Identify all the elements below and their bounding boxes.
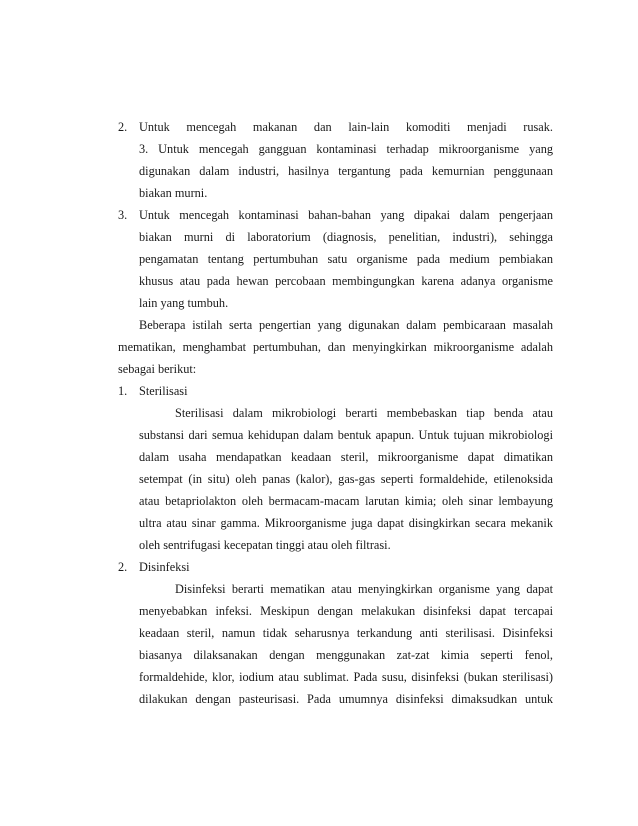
text-line: biasanya dilaksanakan dengan menggunakan zat-zat kimia seperti fenol, [139, 648, 553, 662]
text-line: pengamatan tentang pertumbuhan satu organisme pada medium pembiakan [139, 252, 553, 266]
text-line: ultra atau sinar gamma. Mikroorganisme juga dapat disingkirkan secara mekanik [139, 516, 553, 530]
section-heading: Disinfeksi [139, 560, 190, 574]
text-line: dilakukan dengan pasteurisasi. Pada umumnya disinfeksi dimaksudkan untuk [139, 692, 553, 706]
text-line: Beberapa istilah serta pengertian yang digunakan dalam pembicaraan masalah [139, 318, 553, 332]
text-line: formaldehide, klor, iodium atau sublimat. Pada susu, disinfeksi (bukan sterilisasi) [139, 670, 553, 684]
text-line: sebagai berikut: [118, 362, 197, 376]
text-line: atau betapriolakton oleh bermacam-macam larutan kimia; oleh sinar lembayung [139, 494, 553, 508]
text-line: menyebabkan infeksi. Meskipun dengan melakukan disinfeksi dapat tercapai [139, 604, 553, 618]
text-line: Untuk mencegah kontaminasi bahan-bahan yang dipakai dalam pengerjaan [139, 208, 553, 222]
list-number: 1. [118, 384, 128, 398]
text-line: biakan murni. [139, 186, 208, 200]
section-heading: Sterilisasi [139, 384, 188, 398]
text-line: oleh sentrifugasi kecepatan tinggi atau oleh filtrasi. [139, 538, 391, 552]
text-line: khusus atau pada hewan percobaan membingungkan karena adanya organisme [139, 274, 553, 288]
text-line: Untuk mencegah makanan dan lain-lain komoditi menjadi rusak. [139, 120, 553, 134]
text-line: keadaan steril, namun tidak seharusnya terkandung anti sterilisasi. Disinfeksi [139, 626, 553, 640]
text-line: setempat (in situ) oleh panas (kalor), gas-gas seperti formaldehide, etilenoksida [139, 472, 553, 486]
list-number: 2. [118, 560, 128, 574]
text-line: biakan murni di laboratorium (diagnosis, penelitian, industri), sehingga [139, 230, 553, 244]
text-line: digunakan dalam industri, hasilnya tergantung pada kemurnian penggunaan [139, 164, 553, 178]
text-line: dalam usaha mendapatkan keadaan steril, mikroorganisme dapat dimatikan [139, 450, 553, 464]
list-number: 3. [118, 208, 128, 222]
text-line: mematikan, menghambat pertumbuhan, dan menyingkirkan mikroorganisme adalah [118, 340, 553, 354]
text-line: substansi dari semua kehidupan dalam bentuk apapun. Untuk tujuan mikrobiologi [139, 428, 553, 442]
text-line: 3. Untuk mencegah gangguan kontaminasi terhadap mikroorganisme yang [139, 142, 553, 156]
text-line: Sterilisasi dalam mikrobiologi berarti membebaskan tiap benda atau [175, 406, 553, 420]
text-line: Disinfeksi berarti mematikan atau menyingkirkan organisme yang dapat [175, 582, 553, 596]
list-number: 2. [118, 120, 128, 134]
text-line: lain yang tumbuh. [139, 296, 229, 310]
